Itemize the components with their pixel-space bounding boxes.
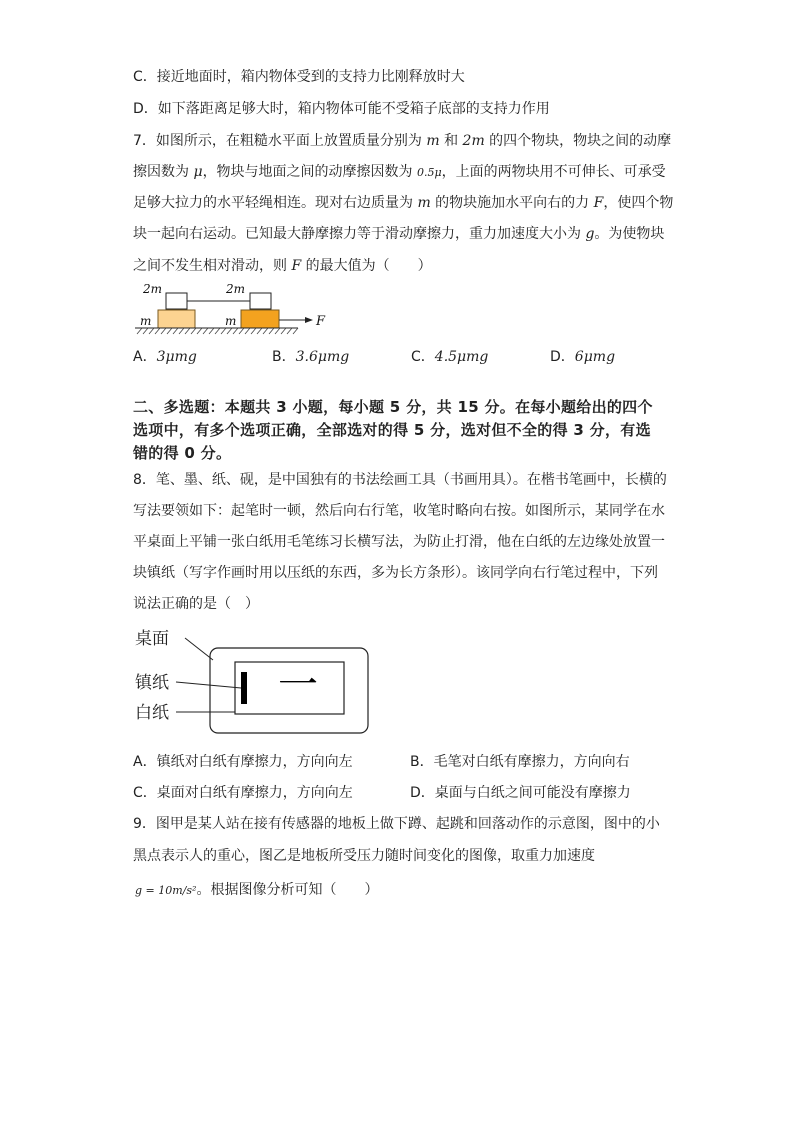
q7-label-top-left: 2m xyxy=(143,282,163,296)
q7-block-top-right xyxy=(250,293,271,309)
q7-text: 和 xyxy=(439,133,463,149)
q7-text: 之间不发生相对滑动，则 xyxy=(133,258,292,274)
q7-text: 块一起向右运动。已知最大静摩擦力等于滑动摩擦力，重力加速度大小为 xyxy=(133,226,586,242)
section2-heading-line-3: 错的得 0 分。 xyxy=(133,444,232,462)
q7-line-5 xyxy=(133,255,432,275)
q7-label-bottom-left: m xyxy=(140,314,152,328)
q8-option-b: B．毛笔对白纸有摩擦力，方向向右 xyxy=(410,754,630,770)
q7-option-value: 4.5μmg xyxy=(434,349,489,365)
q7-option-value: 3μmg xyxy=(156,349,197,365)
q8-desk-figure xyxy=(133,620,378,740)
q8-label-paper: 白纸 xyxy=(135,703,169,723)
q7-symbol-2m: 2m xyxy=(462,133,485,149)
q7-line-4 xyxy=(133,223,664,243)
q7-symbol-g: g xyxy=(585,226,595,242)
q9-gravity-expression: g = 10m/s² xyxy=(135,884,197,897)
q7-option-c xyxy=(411,346,488,366)
q7-block-bottom-left xyxy=(158,310,195,328)
q7-text: 的物块施加水平向右的力 xyxy=(430,195,594,211)
q7-line-2 xyxy=(133,161,666,181)
q7-option-d xyxy=(550,346,615,366)
q7-option-a xyxy=(133,346,197,366)
section2-heading-line-2: 选项中，有多个选项正确，全部选对的得 5 分，选对但不全的得 3 分，有选 xyxy=(133,421,651,439)
q8-option-a: A．镇纸对白纸有摩擦力，方向向左 xyxy=(133,754,353,770)
q7-text: 。为使物块 xyxy=(594,226,665,242)
q7-option-letter: D． xyxy=(550,349,575,365)
q9-line-3 xyxy=(135,879,378,899)
q7-symbol-half-mu: 0.5μ xyxy=(417,166,442,179)
section2-heading-line-1: 二、多选题：本题共 3 小题，每小题 5 分，共 15 分。在每小题给出的四个 xyxy=(133,398,653,416)
q8-pointer-weight xyxy=(176,682,241,688)
q8-option-d: D．桌面与白纸之间可能没有摩擦力 xyxy=(410,785,631,801)
q8-label-desk: 桌面 xyxy=(135,629,169,649)
q7-line-3 xyxy=(133,192,673,212)
q7-ground-hatching xyxy=(137,328,298,334)
q8-pointer-desk xyxy=(185,638,213,660)
q7-text: 擦因数为 xyxy=(133,164,194,180)
q8-line-1: 8．笔、墨、纸、砚，是中国独有的书法绘画工具（书画用具）。在楷书笔画中，长横的 xyxy=(133,472,667,488)
q8-line-5: 说法正确的是（ ） xyxy=(133,596,259,612)
q9-line-2: 黑点表示人的重心，图乙是地板所受压力随时间变化的图像，取重力加速度 xyxy=(133,848,595,864)
q7-block-bottom-right xyxy=(241,310,279,328)
q7-symbol-m: m xyxy=(417,195,431,211)
q7-blocks-figure xyxy=(133,280,343,340)
q7-symbol-f: F xyxy=(593,195,604,211)
q7-block-top-left xyxy=(166,293,187,309)
q9-text: 。根据图像分析可知（ ） xyxy=(196,882,379,898)
q7-label-force: F xyxy=(316,314,326,329)
q6-option-c: C．接近地面时，箱内物体受到的支持力比刚释放时大 xyxy=(133,69,465,85)
q7-symbol-mu: μ xyxy=(193,164,203,180)
q7-option-value: 3.6μmg xyxy=(295,349,350,365)
q8-brush-stroke: 一 xyxy=(278,662,318,708)
q7-option-value: 6μmg xyxy=(574,349,616,365)
q7-option-b xyxy=(272,346,349,366)
q6-option-d: D．如下落距离足够大时，箱内物体可能不受箱子底部的支持力作用 xyxy=(133,101,550,117)
q9-line-1: 9．图甲是某人站在接有传感器的地板上做下蹲、起跳和回落动作的示意图，图中的小 xyxy=(133,816,660,832)
q8-line-2: 写法要领如下：起笔时一顿，然后向右行笔，收笔时略向右按。如图所示，某同学在水 xyxy=(133,503,665,519)
q7-text: 足够大拉力的水平轻绳相连。现对右边质量为 xyxy=(133,195,418,211)
q7-text: 的四个物块，物块之间的动摩 xyxy=(484,133,672,149)
q8-option-c: C．桌面对白纸有摩擦力，方向向左 xyxy=(133,785,353,801)
q7-symbol-m: m xyxy=(426,133,440,149)
q7-text: ，上面的两物块用不可伸长、可承受 xyxy=(441,164,666,180)
q7-force-arrowhead xyxy=(305,317,313,323)
q7-text: 的最大值为（ ） xyxy=(301,258,432,274)
q7-symbol-f: F xyxy=(291,258,302,274)
q8-paper-weight xyxy=(241,672,247,704)
q7-text: 7．如图所示，在粗糙水平面上放置质量分别为 xyxy=(133,133,427,149)
q7-option-letter: C． xyxy=(411,349,435,365)
q7-text: ，物块与地面之间的动摩擦因数为 xyxy=(202,164,418,180)
q7-option-letter: B． xyxy=(272,349,296,365)
q7-label-bottom-right: m xyxy=(225,314,237,328)
q7-label-top-right: 2m xyxy=(226,282,246,296)
q8-line-4: 块镇纸（写字作画时用以压纸的东西，多为长方条形）。该同学向右行笔过程中，下列 xyxy=(133,565,658,581)
q8-label-weight: 镇纸 xyxy=(135,673,169,693)
q8-line-3: 平桌面上平铺一张白纸用毛笔练习长横写法，为防止打滑，他在白纸的左边缘处放置一 xyxy=(133,534,665,550)
q7-line-1 xyxy=(133,130,671,150)
q7-text: ，使四个物 xyxy=(603,195,674,211)
q7-option-letter: A． xyxy=(133,349,157,365)
